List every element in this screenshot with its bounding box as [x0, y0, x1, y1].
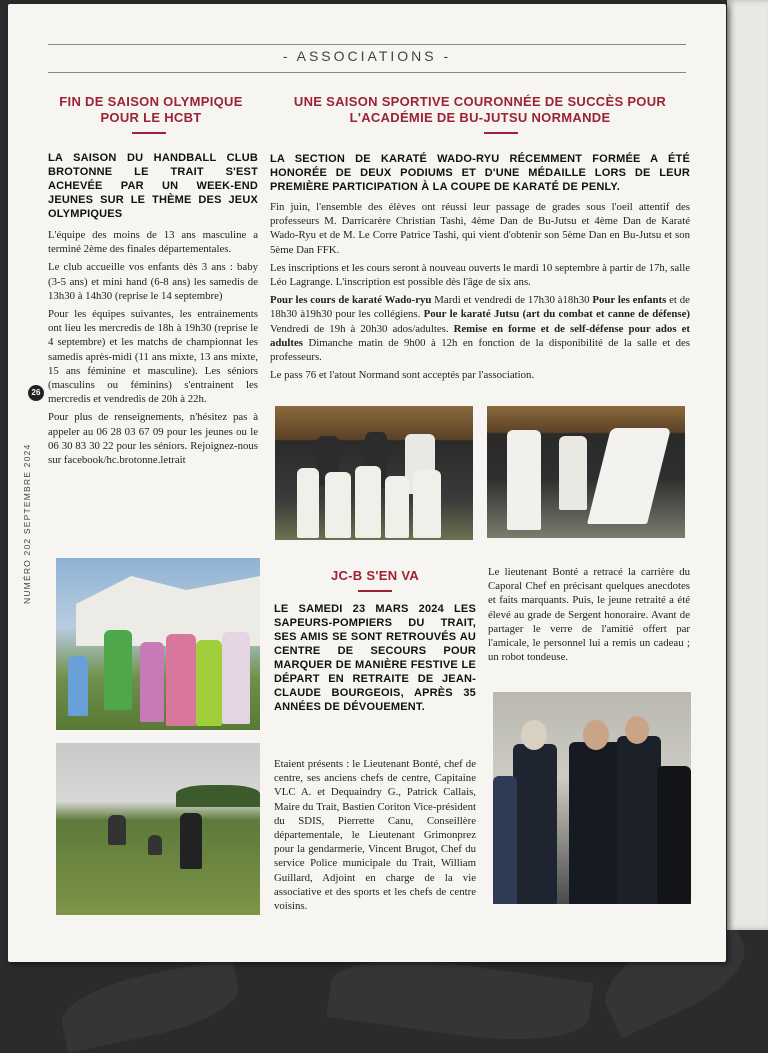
child-figure — [104, 630, 132, 710]
hcbt-photo-kids — [56, 558, 260, 730]
hcbt-paragraph-4: Pour plus de renseignements, n'hésitez pas à appeler au 06 28 03 67 09 pour les jeunes ou le 06 30 83 30 22 pour les séniors. Rejoignez-nous sur facebook/hc.brotonne.letrait — [48, 411, 258, 467]
karate-p3-text-h: Dimanche matin de 9h00 à 12h en fonction de la disponibilité de la salle et des professeurs. — [270, 336, 690, 364]
jcb-body-2: Le lieutenant Bonté a retracé la carrière du Caporal Chef en précisant quelques anecdotes et faits marquants. Puis, le jeune retraité a été élevé au grade de Sergent honoraire. Avant de partager le verre de l'amitié offert par l'amicale, le personnel lui a remis un cadeau ; un robot tondeuse. — [488, 566, 690, 664]
karate-body — [270, 200, 690, 386]
karate-photo-group — [275, 406, 473, 540]
karate-title-bar — [484, 132, 518, 134]
child-karate — [385, 476, 409, 538]
child-figure — [68, 656, 88, 716]
karate-photo-sparring — [487, 406, 685, 538]
child-karate — [355, 466, 381, 538]
person-figure — [617, 736, 661, 904]
child-figure — [166, 634, 196, 726]
magazine-page — [8, 4, 726, 962]
hcbt-paragraph-2: Le club accueille vos enfants dès 3 ans : baby (3-5 ans) et mini hand (6-8 ans) les samedis de 13h30 à 14h30 (reprise le 14 septembre) — [48, 261, 258, 302]
page-number: 26 — [28, 385, 44, 401]
header-rule-bottom — [48, 72, 686, 73]
section-header: - ASSOCIATIONS - — [282, 48, 452, 64]
hcbt-photo-field — [56, 743, 260, 915]
karate-p3-text-d: et de 18h30 à19h30 pour les collégiens. — [270, 294, 690, 321]
hcbt-lead: LA SAISON DU HANDBALL CLUB BROTONNE LE TRAIT S'EST ACHEVÉE PAR UN WEEK-END JEUNES SUR LE THÈME DES JEUX OLYMPIQUES — [48, 152, 258, 220]
child-figure — [222, 632, 250, 724]
jcb-title-bar — [358, 590, 392, 592]
hcbt-body — [48, 228, 258, 471]
karateka-figure — [587, 428, 671, 524]
jcb-lead: LE SAMEDI 23 MARS 2024 LES SAPEURS-POMPIERS DU TRAIT, SES AMIS SE SONT RETROUVÉS AU CENTRE DE SECOURS POUR MARQUER DE MANIÈRE FESTIVE LE DÉPART EN RETRAITE DE JEAN-CLAUDE BOURGEOIS, APRÈS 35 ANNÉES DE DÉVOUEMENT. — [274, 603, 476, 713]
person-head — [625, 716, 649, 744]
child-figure — [196, 640, 222, 726]
firefighter-figure — [569, 742, 623, 904]
hcbt-paragraph-3: Pour les équipes suivantes, les entrainements ont lieu les mercredis de 18h à 19h30 (reprise le 4 septembre) et les matchs de championnat les samedis après-midi (11 ans mixte, 13 ans mixte, 15 ans féminine et masculine). Les séniors (masculins ou féminins) s'entrainent les mercredis et vendredis de 20h à 22h. — [48, 308, 258, 406]
hcbt-title-bar — [132, 132, 166, 134]
child-karate — [297, 468, 319, 538]
hcbt-title-line2: POUR LE HCBT — [100, 110, 202, 125]
karate-paragraph-2: Les inscriptions et les cours seront à nouveau ouverts le mardi 10 septembre à partir de 17h, salle Léo Lagrange. L'inscription est possible dès l'âge de six ans. — [270, 261, 690, 289]
person-head — [521, 720, 547, 750]
karate-paragraph-3 — [270, 293, 690, 364]
karate-paragraph-4: Le pass 76 et l'atout Normand sont acceptés par l'association. — [270, 369, 535, 382]
person-figure-edge — [493, 776, 517, 904]
background-leaf — [56, 957, 245, 1053]
header-rule-top — [48, 44, 686, 45]
karate-lead: LA SECTION DE KARATÉ WADO-RYU RÉCEMMENT FORMÉE A ÉTÉ HONORÉE DE DEUX PODIUMS ET D'UNE MÉDAILLE LORS DE LEUR PREMIÈRE PARTICIPATION À LA COUPE DE KARATÉ DE PENLY. — [270, 153, 690, 193]
person-figure — [657, 766, 691, 904]
player-figure — [180, 813, 202, 869]
next-page-edge — [727, 0, 768, 930]
jcb-title: JC-B S'EN VA — [330, 568, 420, 583]
background-leaf — [326, 947, 593, 1053]
karate-paragraph-1: Fin juin, l'ensemble des élèves ont réussi leur passage de grades sous l'oeil attentif des professeurs M. Darricarère Christian Tashi, 4ème Dan de Bu-Jutsu et 4ème Dan de Karaté Wado-Ryu et de M. Le Corre Patrice Tashi, qui vient d'obtenir son 5ème Dan en Bu-Jutsu et son 5ème Dan FFK. — [270, 201, 690, 256]
hcbt-title-line1: FIN DE SAISON OLYMPIQUE — [59, 94, 243, 109]
child-karate — [413, 470, 441, 538]
issue-label: NUMÉRO 202 SEPTEMBRE 2024 — [22, 443, 32, 604]
child-karate — [325, 472, 351, 538]
karate-p3-bold-g: Remise en forme et de self-défense pour ados et adultes — [270, 322, 690, 349]
firefighter-head — [583, 720, 609, 750]
player-figure — [148, 835, 162, 855]
person-figure — [513, 744, 557, 904]
karate-p3-bold-c: Pour les enfants — [592, 294, 667, 307]
tree-line — [176, 785, 260, 807]
karate-p3-bold-a: Pour les cours de karaté Wado-ryu — [270, 294, 432, 307]
jcb-photo-ceremony — [493, 692, 691, 904]
child-figure — [140, 642, 164, 722]
karate-p3-bold-e: Pour le karaté Jutsu (art du combat et canne de défense) — [423, 308, 690, 321]
karate-title-line1: UNE SAISON SPORTIVE COURONNÉE DE SUCCÈS POUR — [293, 94, 667, 109]
karate-p3-text-f: Vendredi de 19h à 20h30 ados/adultes. — [270, 322, 454, 335]
karateka-figure — [507, 430, 541, 530]
hcbt-paragraph-1: L'équipe des moins de 13 ans masculine a terminé 2ème des finales départementales. — [48, 229, 258, 256]
player-figure — [108, 815, 126, 845]
karate-title-line2: L'ACADÉMIE DE BU-JUTSU NORMANDE — [349, 110, 611, 125]
karateka-figure — [559, 436, 587, 510]
hcbt-title — [46, 94, 256, 126]
karate-p3-text-b: Mardi et vendredi de 17h30 à18h30 — [431, 294, 593, 307]
jcb-body-1: Etaient présents : le Lieutenant Bonté, chef de centre, ses anciens chefs de centre, Capitaine VLC A. et Dequaindry G., Patrick Callais, Maire du Trait, Bastien Coriton Vice-président du SDIS, Pierrette Canu, Conseillère départementale, le Lieutenant Grimonprez pour la gendarmerie, Vincent Brugot, Chef du service Police municipale du Trait, William Guillard, Adjoint en charge de la vie associative et des sports et les chefs de centre voisins. — [274, 758, 476, 913]
karate-title — [270, 94, 690, 126]
